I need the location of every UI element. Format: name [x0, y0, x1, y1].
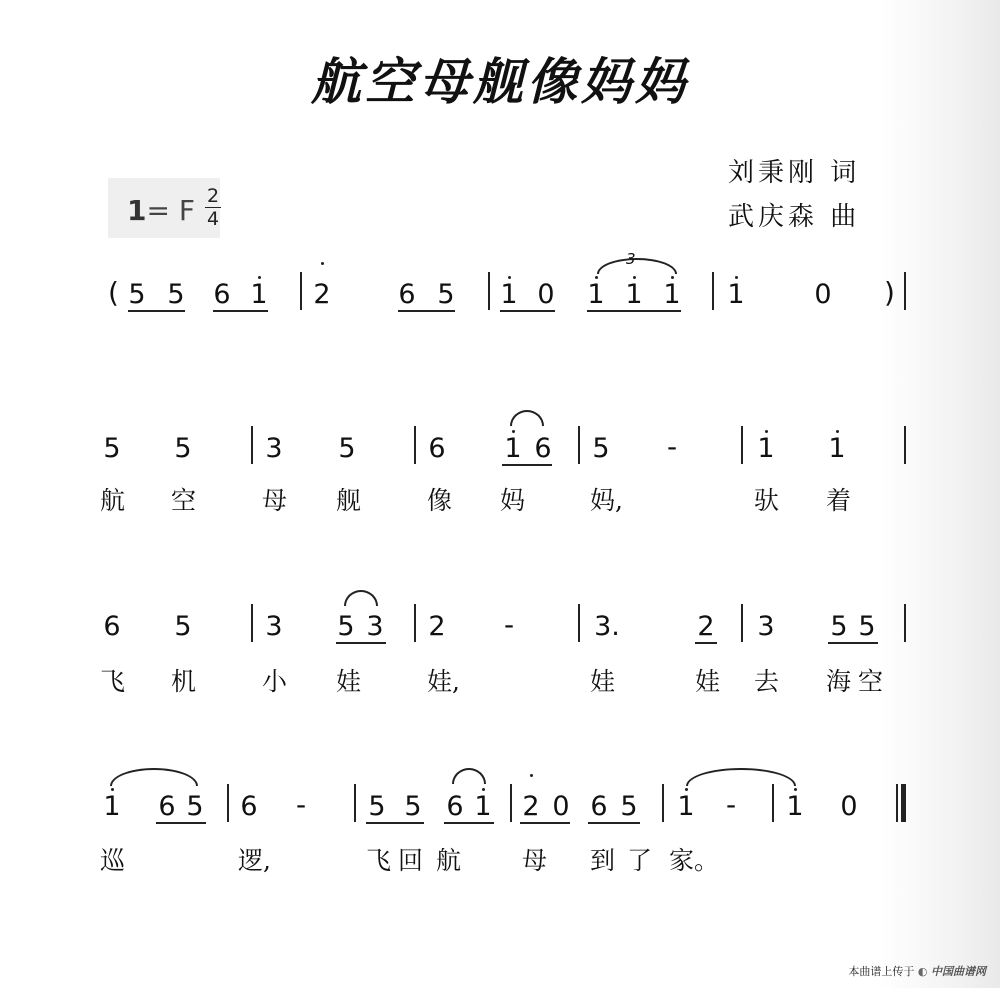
- lyric: 空: [858, 667, 884, 696]
- note: 3: [265, 611, 283, 642]
- note: 1: [103, 791, 121, 822]
- time-signature-top: 2: [206, 185, 220, 207]
- lyric: 家。: [669, 846, 720, 875]
- composer-credit: 武庆森 曲: [728, 202, 861, 232]
- lyric: 海: [826, 667, 852, 696]
- paren-open: (: [108, 276, 119, 309]
- lyric: 飞: [100, 667, 126, 696]
- underline: [366, 822, 424, 824]
- dash: -: [296, 788, 307, 821]
- barline: [251, 426, 253, 464]
- lyric: 母: [522, 846, 548, 875]
- high-dot: [671, 276, 674, 279]
- note: 1: [625, 279, 643, 310]
- barline: [414, 604, 416, 642]
- underline: [128, 310, 185, 312]
- lyric: 巡: [100, 846, 126, 875]
- key-signature: 1= F: [127, 194, 195, 227]
- lyric: 娃: [336, 667, 362, 696]
- slur: [110, 768, 198, 786]
- footer-text: 本曲谱上传于: [848, 965, 915, 978]
- note: 1: [474, 791, 492, 822]
- note: 6: [590, 791, 608, 822]
- underline: [398, 310, 455, 312]
- note: 0: [552, 791, 570, 822]
- note: 0: [814, 279, 832, 310]
- underline: [502, 464, 552, 466]
- barline: [741, 604, 743, 642]
- slur: [344, 590, 378, 606]
- slur: [452, 768, 486, 784]
- paren-close: ): [884, 276, 895, 309]
- barline: [227, 784, 229, 822]
- high-dot: [836, 430, 839, 433]
- note: 5: [620, 791, 638, 822]
- note: 5: [830, 611, 848, 642]
- barline: [414, 426, 416, 464]
- note: 1: [786, 791, 804, 822]
- lyric: 娃: [695, 667, 721, 696]
- barline: [772, 784, 774, 822]
- barline: [578, 426, 580, 464]
- note: 3.: [594, 611, 620, 642]
- lyric: 妈: [500, 486, 526, 515]
- note: 6: [158, 791, 176, 822]
- lyric: 妈,: [590, 486, 623, 515]
- triplet-mark: 3: [626, 250, 636, 268]
- lyric: 航: [100, 486, 126, 515]
- note: 6: [213, 279, 231, 310]
- lyric: 航: [436, 846, 462, 875]
- note: 5: [368, 791, 386, 822]
- barline: [578, 604, 580, 642]
- lyric: 着: [826, 486, 852, 515]
- note: 5: [337, 611, 355, 642]
- note: 1: [727, 279, 745, 310]
- high-dot: [512, 430, 515, 433]
- underline: [587, 310, 681, 312]
- note: 0: [537, 279, 555, 310]
- note: 5: [103, 433, 121, 464]
- barline: [904, 272, 906, 310]
- lyric: 母: [262, 486, 288, 515]
- lyric: 舰: [336, 486, 362, 515]
- lyric: 飞: [366, 846, 392, 875]
- high-dot: [530, 774, 533, 777]
- note: 5: [128, 279, 146, 310]
- barline: [904, 426, 906, 464]
- note: 2: [428, 611, 446, 642]
- note: 1: [250, 279, 268, 310]
- note: 5: [174, 611, 192, 642]
- note: 2: [313, 279, 331, 310]
- note: 2: [697, 611, 715, 642]
- underline: [520, 822, 570, 824]
- lyric: 回: [398, 846, 424, 875]
- site-logo-icon: ◐: [917, 965, 928, 978]
- barline: [662, 784, 664, 822]
- high-dot: [258, 276, 261, 279]
- lyric: 了: [627, 846, 653, 875]
- lyric: 娃: [590, 667, 616, 696]
- dash: -: [667, 430, 678, 463]
- barline: [488, 272, 490, 310]
- barline: [712, 272, 714, 310]
- high-dot: [595, 276, 598, 279]
- note: 6: [428, 433, 446, 464]
- note: 1: [663, 279, 681, 310]
- high-dot: [735, 276, 738, 279]
- underline: [828, 642, 878, 644]
- lyric: 逻,: [238, 846, 271, 875]
- barline: [904, 604, 906, 642]
- lyric: 像: [427, 486, 453, 515]
- note: 6: [534, 433, 552, 464]
- final-barline-thick: [901, 784, 906, 822]
- note: 3: [366, 611, 384, 642]
- slur: [686, 768, 796, 786]
- underline: [336, 642, 386, 644]
- triplet-slur: [597, 258, 677, 274]
- underline: [213, 310, 268, 312]
- high-dot: [482, 788, 485, 791]
- lyric: 到: [590, 846, 616, 875]
- high-dot: [633, 276, 636, 279]
- underline: [500, 310, 555, 312]
- note: 1: [587, 279, 605, 310]
- underline: [695, 642, 717, 644]
- time-signature: [205, 186, 221, 229]
- note: 1: [828, 433, 846, 464]
- note: 1: [757, 433, 775, 464]
- lyric: 驮: [754, 486, 780, 515]
- note: 5: [404, 791, 422, 822]
- time-signature-bottom: 4: [206, 208, 220, 230]
- note: 5: [186, 791, 204, 822]
- note: 5: [858, 611, 876, 642]
- lyricist-credit: 刘秉刚 词: [728, 158, 861, 188]
- lyric: 去: [754, 667, 780, 696]
- note: 5: [437, 279, 455, 310]
- dash: -: [504, 608, 515, 641]
- note: 6: [446, 791, 464, 822]
- barline: [251, 604, 253, 642]
- note: 6: [103, 611, 121, 642]
- final-barline-thin: [896, 784, 898, 822]
- note: 3: [757, 611, 775, 642]
- note: 5: [167, 279, 185, 310]
- note: 6: [240, 791, 258, 822]
- song-title: 航空母舰像妈妈: [311, 52, 689, 111]
- high-dot: [794, 788, 797, 791]
- note: 1: [500, 279, 518, 310]
- dash: -: [726, 788, 737, 821]
- high-dot: [111, 788, 114, 791]
- lyric: 娃,: [427, 667, 460, 696]
- note: 0: [840, 791, 858, 822]
- note: 1: [677, 791, 695, 822]
- note: 3: [265, 433, 283, 464]
- lyric: 空: [171, 486, 197, 515]
- slur: [510, 410, 544, 426]
- lyric: 小: [262, 667, 288, 696]
- underline: [156, 822, 206, 824]
- high-dot: [765, 430, 768, 433]
- note: 5: [174, 433, 192, 464]
- note: 6: [398, 279, 416, 310]
- note: 1: [504, 433, 522, 464]
- underline: [444, 822, 494, 824]
- lyric: 机: [171, 667, 197, 696]
- barline: [300, 272, 302, 310]
- barline: [741, 426, 743, 464]
- note: 2: [522, 791, 540, 822]
- site-logo[interactable]: 中国曲谱网: [931, 965, 986, 978]
- high-dot: [508, 276, 511, 279]
- high-dot: [321, 262, 324, 265]
- barline: [354, 784, 356, 822]
- high-dot: [685, 788, 688, 791]
- footer-note: [848, 963, 986, 979]
- note: 5: [592, 433, 610, 464]
- underline: [588, 822, 640, 824]
- note: 5: [338, 433, 356, 464]
- barline: [510, 784, 512, 822]
